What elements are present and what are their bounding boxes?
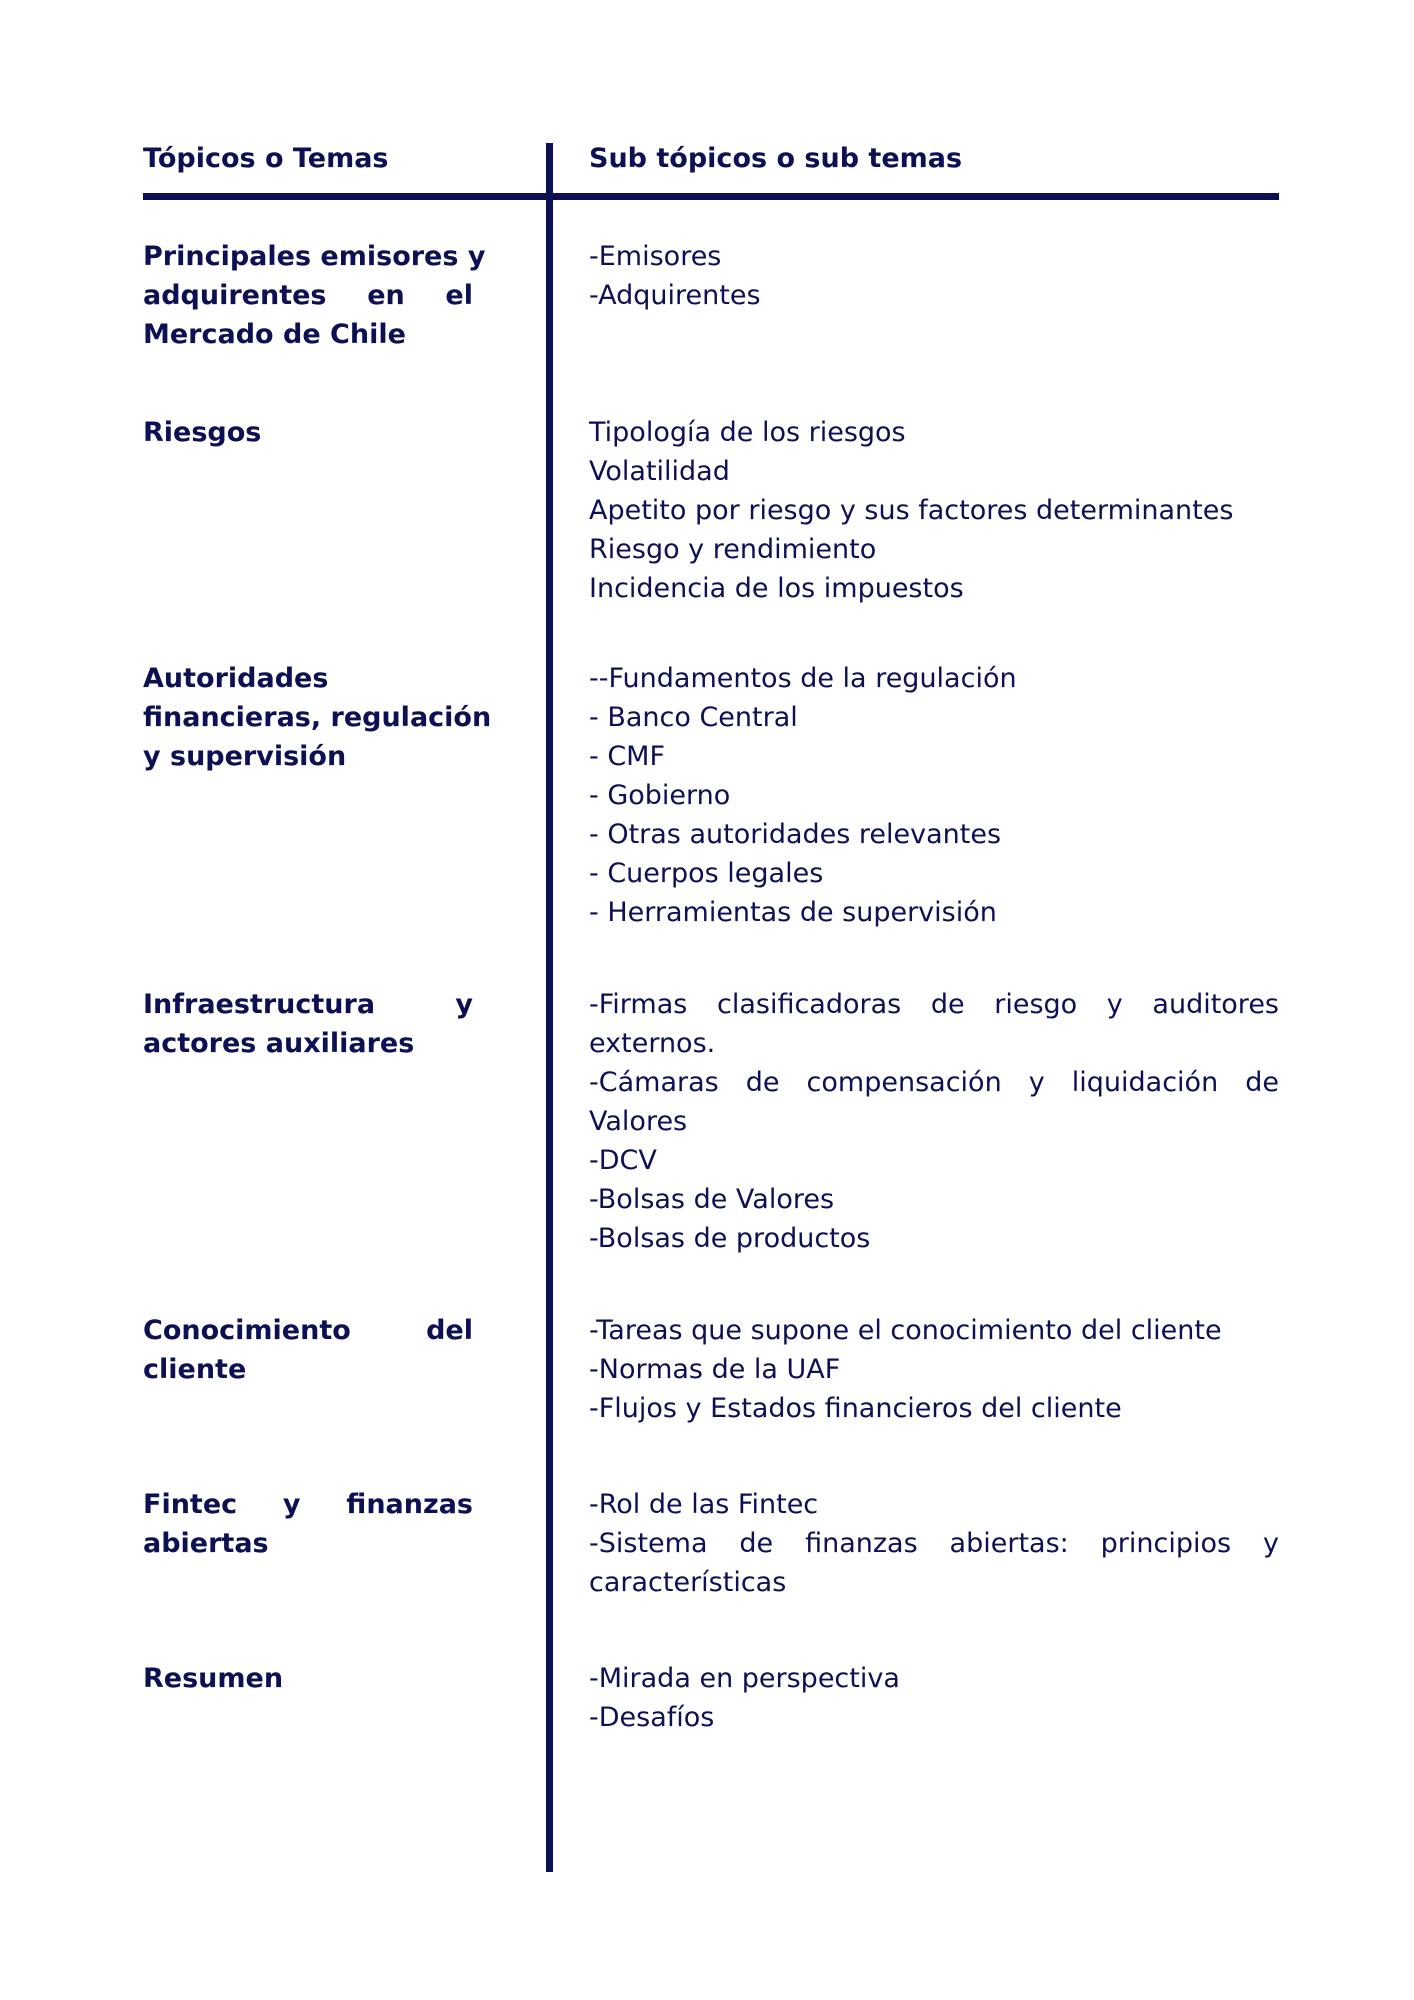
topic-line: actores auxiliares: [143, 1028, 415, 1059]
topic-line: Principales emisores y: [143, 241, 486, 272]
subtopic-item: -Sistema de finanzas abiertas: principios y características: [589, 1528, 1279, 1598]
topic-cell: [143, 1311, 473, 1389]
topic-line: Autoridades: [143, 663, 329, 694]
subtopic-item: -Bolsas de productos: [589, 1223, 871, 1254]
topic-line: Conocimiento del: [143, 1315, 473, 1346]
subtopic-cell: [589, 1659, 1279, 1737]
column-divider: [546, 143, 553, 1872]
subtopic-cell: [589, 1485, 1279, 1602]
topics-column-header: Tópicos o Temas: [143, 143, 389, 174]
topic-cell: [143, 659, 492, 776]
subtopic-item: -DCV: [589, 1145, 657, 1176]
subtopic-item: -Flujos y Estados financieros del cliente: [589, 1393, 1122, 1424]
topic-line: y supervisión: [143, 741, 347, 772]
subtopic-cell: [589, 237, 1279, 315]
subtopic-item: -Normas de la UAF: [589, 1354, 841, 1385]
topic-line: Mercado de Chile: [143, 319, 406, 350]
subtopic-cell: [589, 985, 1279, 1258]
topic-cell: [143, 237, 486, 354]
subtopic-item: - Herramientas de supervisión: [589, 897, 997, 928]
subtopic-item: - CMF: [589, 741, 666, 772]
topic-line: financieras, regulación: [143, 702, 492, 733]
topic-cell: [143, 413, 473, 452]
subtopic-item: - Banco Central: [589, 702, 798, 733]
subtopic-item: -Firmas clasificadoras de riesgo y auditores externos.: [589, 989, 1279, 1059]
header-divider: [143, 193, 1279, 200]
topic-cell: [143, 1659, 473, 1698]
topic-line: Riesgos: [143, 417, 262, 448]
subtopic-item: -Desafíos: [589, 1702, 715, 1733]
subtopic-cell: [589, 1311, 1279, 1428]
subtopic-item: -Rol de las Fintec: [589, 1489, 819, 1520]
topic-line: cliente: [143, 1354, 247, 1385]
subtopic-item: -Mirada en perspectiva: [589, 1663, 900, 1694]
topic-line: Fintec y finanzas: [143, 1489, 473, 1520]
subtopic-item: - Otras autoridades relevantes: [589, 819, 1002, 850]
topic-line: adquirentes en el: [143, 280, 473, 311]
topic-cell: [143, 985, 473, 1063]
topic-line: Infraestructura y: [143, 989, 473, 1020]
topic-line: Resumen: [143, 1663, 284, 1694]
subtopic-item: Riesgo y rendimiento: [589, 534, 877, 565]
subtopic-item: -Bolsas de Valores: [589, 1184, 835, 1215]
topic-line: abiertas: [143, 1528, 269, 1559]
subtopic-cell: [589, 413, 1279, 608]
subtopic-item: Incidencia de los impuestos: [589, 573, 964, 604]
subtopic-item: - Cuerpos legales: [589, 858, 824, 889]
subtopic-item: -Cámaras de compensación y liquidación de Valores: [589, 1067, 1279, 1137]
subtopic-item: -Adquirentes: [589, 280, 761, 311]
subtopic-item: --Fundamentos de la regulación: [589, 663, 1017, 694]
subtopic-item: -Emisores: [589, 241, 722, 272]
subtopic-item: Apetito por riesgo y sus factores determinantes: [589, 495, 1234, 526]
subtopic-item: Tipología de los riesgos: [589, 417, 906, 448]
subtopic-item: - Gobierno: [589, 780, 731, 811]
subtopic-cell: [589, 659, 1279, 932]
topic-cell: [143, 1485, 473, 1563]
subtopics-column-header: Sub tópicos o sub temas: [589, 143, 963, 174]
subtopic-item: Volatilidad: [589, 456, 730, 487]
subtopic-item: -Tareas que supone el conocimiento del cliente: [589, 1315, 1222, 1346]
